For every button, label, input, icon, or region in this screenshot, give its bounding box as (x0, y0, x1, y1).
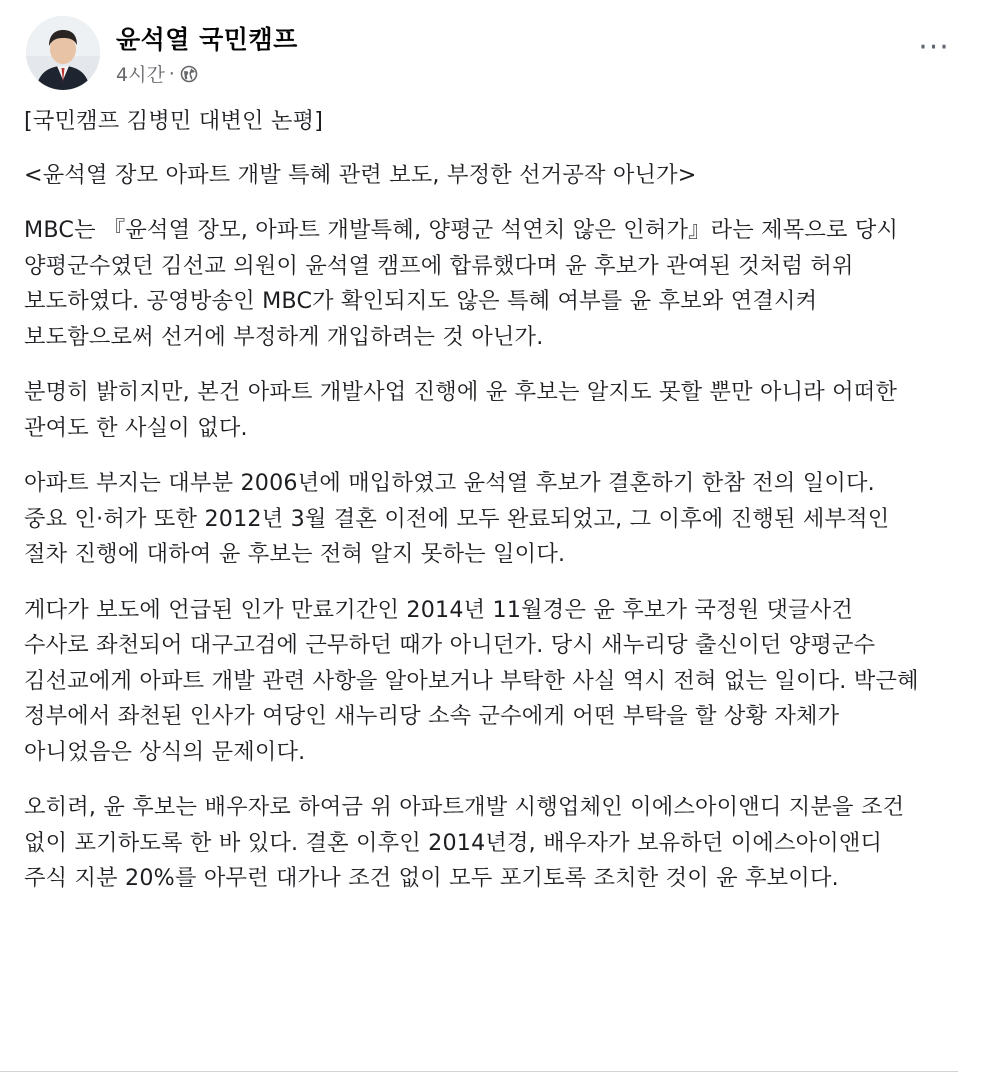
post-paragraph: 분명히 밝히지만, 본건 아파트 개발사업 진행에 윤 후보는 알지도 못할 뿐만 아니라 어떠한 관여도 한 사실이 없다. (24, 379, 898, 441)
post-subheading: <윤석열 장모 아파트 개발 특혜 관련 보도, 부정한 선거공작 아닌가> (24, 161, 697, 188)
post-heading: [국민캠프 김병민 대변인 논평] (24, 108, 324, 134)
globe-icon[interactable] (180, 65, 198, 83)
more-options-button[interactable] (910, 30, 958, 66)
post-timestamp[interactable]: 4시간 (116, 64, 165, 86)
author-name[interactable]: 윤석열 국민캠프 (116, 25, 298, 54)
ellipsis-icon: ··· (918, 30, 950, 65)
avatar[interactable] (26, 16, 100, 90)
post-paragraph: 아파트 부지는 대부분 2006년에 매입하였고 윤석열 후보가 결혼하기 한참 전의 일이다. 중요 인·허가 또한 2012년 3월 결혼 이전에 모두 완료되었고, 그 이후에 진행된 세부적인 절차 진행에 대하여 윤 후보는 전혀 알지 못하는 일이다. (24, 470, 890, 567)
post-paragraph: MBC는 『윤석열 장모, 아파트 개발특혜, 양평군 석연치 않은 인허가』라는 제목으로 당시 양평군수였던 김선교 의원이 윤석열 캠프에 합류했다며 윤 후보가 관여된 것처럼 허위 보도하였다. 공영방송인 MBC가 확인되지도 않은 특혜 여부를 윤 후보와 연결시켜 보도함으로써 선거에 부정하게 개입하려는 것 아닌가. (24, 217, 899, 350)
meta-separator: · (168, 62, 175, 85)
post-paragraph: 게다가 보도에 언급된 인가 만료기간인 2014년 11월경은 윤 후보가 국정원 댓글사건 수사로 좌천되어 대구고검에 근무하던 때가 아니던가. 당시 새누리당 출신이던 양평군수 김선교에게 아파트 개발 관련 사항을 알아보거나 부탁한 사실 역시 전혀 없는 일이다. 박근혜 정부에서 좌천된 인사가 여당인 새누리당 소속 군수에게 어떤 부탁을 할 상황 자체가 아니었음은 상식의 문제이다. (24, 596, 919, 765)
post-paragraph: 오히려, 윤 후보는 배우자로 하여금 위 아파트개발 시행업체인 이에스아이앤디 지분을 조건 없이 포기하도록 한 바 있다. 결혼 이후인 2014년경, 배우자가 보유하던 이에스아이앤디 주식 지분 20%를 아무런 대가나 조건 없이 모두 포기토록 조치한 것이 윤 후보이다. (24, 794, 905, 891)
post-header (24, 14, 970, 98)
post-body (24, 104, 924, 917)
post-meta (116, 60, 198, 87)
profile-photo-icon (26, 16, 100, 90)
